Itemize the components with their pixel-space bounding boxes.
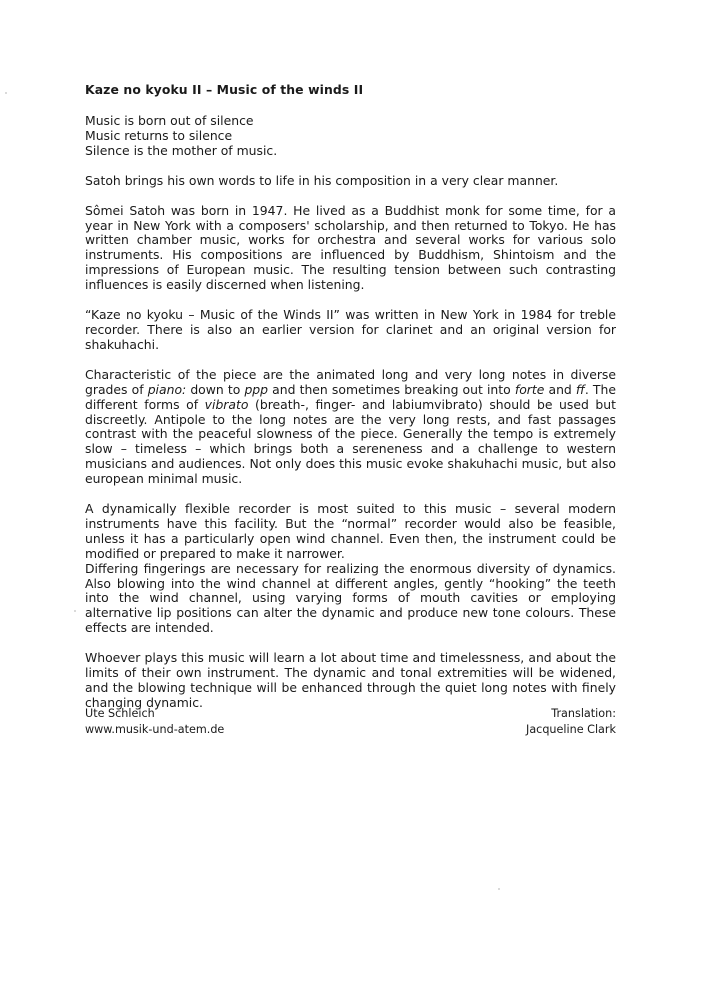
italic-term: piano:	[147, 381, 187, 397]
poem-line: Silence is the mother of music.	[85, 142, 278, 158]
author-website: www.musik-und-atem.de	[85, 722, 225, 736]
translator-name: Jacqueline Clark	[526, 722, 616, 736]
scan-speck	[74, 610, 76, 612]
paragraph-biography: Sômei Satoh was born in 1947. He lived as a Buddhist monk for some time, for a year in New York with a composers' scholarship, and then returned to Tokyo. He has written chamber music, works for orchestra and several works for various solo instruments. His compositions are influenced by Buddhism, Shintoism and the impressions of European music. The resulting tension between such contrasting influences is easily discerned when listening.	[85, 202, 616, 293]
poem-line: Music is born out of silence	[85, 113, 254, 128]
italic-term: ppp	[244, 381, 269, 397]
document-title: Kaze no kyoku II – Music of the winds II	[85, 82, 364, 97]
document-body	[85, 82, 616, 726]
italic-term: forte	[514, 381, 545, 397]
text-run: and then sometimes breaking out into	[268, 381, 515, 397]
translation-label: Translation:	[551, 707, 616, 720]
scan-speck	[5, 92, 7, 94]
paragraph-intro: Satoh brings his own words to life in his composition in a very clear manner.	[85, 172, 559, 188]
text-run: and	[544, 381, 576, 397]
paragraph-characteristics	[85, 368, 616, 487]
translator-block	[526, 706, 616, 737]
author-name: Ute Schleich	[85, 707, 155, 720]
author-block	[85, 706, 224, 737]
scan-speck	[498, 888, 500, 890]
text-run: Characteristic of the piece are the animated long and very long notes in diverse grades of	[85, 366, 616, 397]
poem	[85, 114, 616, 159]
poem-line: Music returns to silence	[85, 127, 233, 143]
text-run: . The different forms of	[85, 381, 616, 412]
paragraph-conclusion: Whoever plays this music will learn a lot about time and timelessness, and about the limits of their own instrument. The dynamic and tonal extremities will be widened, and the blowing technique will be enhanced through the quiet long notes with finely changing dynamic.	[85, 650, 616, 710]
text-run: (breath-, finger- and labiumvibrato) should be used but discreetly. Antipole to the long notes are the very long rests, and fast passages contrast with the peaceful slowness of the piece. Generally the tempo is extremely slow – timeless – which brings both a sereneness and a challenge to western musicians and audiences. Not only does this music evoke shakuhachi music, but also european minimal music.	[85, 396, 616, 487]
text-run: down to	[186, 381, 245, 397]
italic-term: ff	[575, 381, 585, 397]
paragraph-fingerings: Differing fingerings are necessary for realizing the enormous diversity of dynamics. Also blowing into the wind channel at different angles, gently “hooking” the teeth into the wind channel, using varying forms of mouth cavities or employing alternative lip positions can alter the dynamic and produce new tone colours. These effects are intended.	[85, 560, 616, 636]
italic-term: vibrato	[204, 396, 249, 412]
paragraph-history: “Kaze no kyoku – Music of the Winds II” was written in New York in 1984 for treble recorder. There is also an earlier version for clarinet and an original version for shakuhachi.	[85, 307, 616, 352]
paragraph-instrument: A dynamically flexible recorder is most suited to this music – several modern instruments have this facility. But the “normal” recorder would also be feasible, unless it has a particularly open wind channel. Even then, the instrument could be modified or prepared to make it narrower.	[85, 501, 616, 561]
